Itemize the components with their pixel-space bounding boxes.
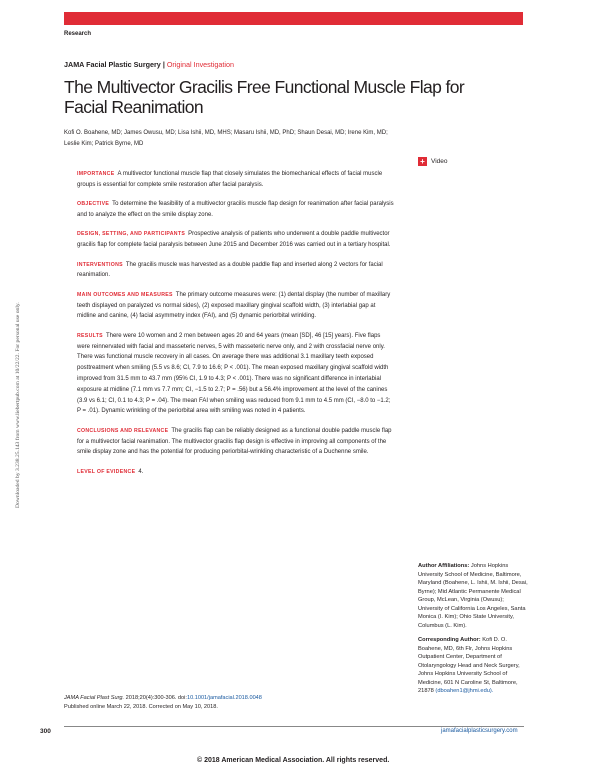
abstract-level-of-evidence [77,467,395,478]
abstract-heading: RESULTS [77,332,103,339]
author-list: Kofi O. Boahene, MD; James Owusu, MD; Lisa Ishii, MD, MHS; Masaru Ishii, MD, PhD; Shaun Desai, MD; Irene Kim, MD; Leslie Kim; Patrick Byrne, MD [64,130,388,147]
abstract-text: The primary outcome measures were: (1) dental display (the number of maxillary teeth displayed on paralyzed vs normal sides), (2) exposed maxillary gingival scaffold width, (3) interlabial gap at midline and canine, (4) facial asymmetry index (FAI), and (5) dynamic periorbital wrinkling. [77,291,391,320]
page-number: 300 [40,728,51,735]
abstract-text: Prospective analysis of patients who underwent a double paddle multivector gracilis flap for complete facial paralysis between June 2015 and December 2016 was carried out in a tertiary hospital. [77,231,391,249]
abstract-results [77,331,395,417]
abstract-objective [77,199,395,221]
abstract-heading: OBJECTIVE [77,201,110,208]
abstract-conclusions [77,426,395,458]
citation-published: Published online March 22, 2018. Corrected on May 10, 2018. [64,703,218,710]
abstract [77,169,395,486]
copyright-notice: © 2018 American Medical Association. All rights reserved. [197,757,390,764]
abstract-heading: LEVEL OF EVIDENCE [77,468,136,475]
footer-divider [64,726,524,727]
abstract-heading: MAIN OUTCOMES AND MEASURES [77,291,173,298]
video-label: Video [431,158,448,165]
corresponding-text: Kofi D. O. Boahene, MD, 6th Flr, Johns Hopkins Outpatient Center, Department of Otolaryngology Head and Neck Surgery, Johns Hopkins University School of Medicine, 601 N Caroline St, Baltimore, 21878 [418,637,520,694]
abstract-text: 4. [138,468,144,475]
plus-icon: + [418,157,427,166]
article-type: Original Investigation [166,60,234,69]
video-link[interactable] [418,157,448,166]
citation-ref: 2018;20(4):300-306. doi: [125,695,187,701]
corresponding-label: Corresponding Author: [418,637,481,643]
abstract-outcomes [77,290,395,322]
journal-website-link[interactable]: jamafacialplasticsurgery.com [441,728,518,734]
citation [64,694,364,711]
download-note: Downloaded by 3.238.25.143 from www.liebertpub.com at 10/22/22. For personal use only. [15,302,21,508]
article-title: The Multivector Gracilis Free Functional Muscle Flap for Facial Reanimation [64,77,465,117]
author-affiliations [418,562,530,630]
abstract-interventions [77,260,395,282]
citation-doi[interactable]: 10.1001/jamafacial.2018.0048 [186,695,262,701]
abstract-text: There were 10 women and 2 men between ages 20 and 64 years (mean [SD], 46 [15] years). Five flaps were reinnervated with facial and masseteric nerves, 5 with masseteric nerve only, and 2 with crossfacial nerve only. There was functional muscle recovery in all cases. On average there was additional 3.1 maxillary teeth exposed posttreatment when smiling (5.5 vs 8.6; CI, 7.9 to 16.6; P < .001). The mean exposed maxillary gingival scaffold width improved from 31.5 mm to 43.7 mm (95% CI, 1.9 to 4.3; P < .001). There was no significant difference in interlabial exposure at midline (7.1 mm vs 7.7 mm; CI, −1.5 to 2.7; P = .56) but a 56.4% improvement at the level of the canines (3.9 vs 6.1; CI, 0.1 to 4.3; P = .04). The mean FAI when smiling was reduced from 9.1 mm to 4.5 mm (CI, −8.0 to −1.2; P = .01). Dynamic wrinkling of the periorbital area with smiling was noted in 4 patients. [77,332,391,415]
abstract-text: The gracilis muscle was harvested as a double paddle flap and inserted along 2 vectors for facial reanimation. [77,261,383,279]
abstract-design [77,229,395,251]
corresponding-email[interactable]: (dboahen1@jhmi.edu). [435,688,494,694]
citation-line [64,694,364,703]
affiliations-block [418,562,530,696]
abstract-heading: INTERVENTIONS [77,261,123,268]
abstract-heading: IMPORTANCE [77,171,115,177]
journal-name: JAMA Facial Plastic Surgery [64,60,161,69]
journal-separator: | [162,60,165,69]
affiliations-label: Author Affiliations: [418,563,470,569]
citation-journal: JAMA Facial Plast Surg. [64,695,125,701]
abstract-heading: DESIGN, SETTING, AND PARTICIPANTS [77,231,186,238]
abstract-text: To determine the feasibility of a multivector gracilis muscle flap design for reanimation after facial paralysis and to analyze the effect on the smile display zone. [77,201,394,218]
abstract-heading: CONCLUSIONS AND RELEVANCE [77,427,169,434]
abstract-importance [77,169,395,191]
journal-line [64,60,234,69]
section-label: Research [64,31,92,37]
affiliations-text: Johns Hopkins University School of Medicine, Baltimore, Maryland (Boahene, L. Ishii, M. Ishii, Desai, Byrne); Mid Atlantic Permanente Medical Group, McLean, Virginia (Owusu); University of California Los Angeles, Santa Monica (I. Kim); Ohio State University, Columbus (L. Kim). [418,563,528,629]
abstract-text: The gracilis flap can be reliably designed as a functional double paddle muscle flap for a multivector facial reanimation. The multivector gracilis flap design is effective in improving all components of the smile display zone and has the potential for producing periorbital-wrinkling characteristic of a Duchenne smile. [77,427,392,456]
corresponding-author [418,636,530,696]
abstract-text: A multivector functional muscle flap that closely simulates the biomechanical effects of facial muscle groups is essential for complete smile restoration after facial paralysis. [77,171,383,188]
top-accent-bar [64,12,523,25]
